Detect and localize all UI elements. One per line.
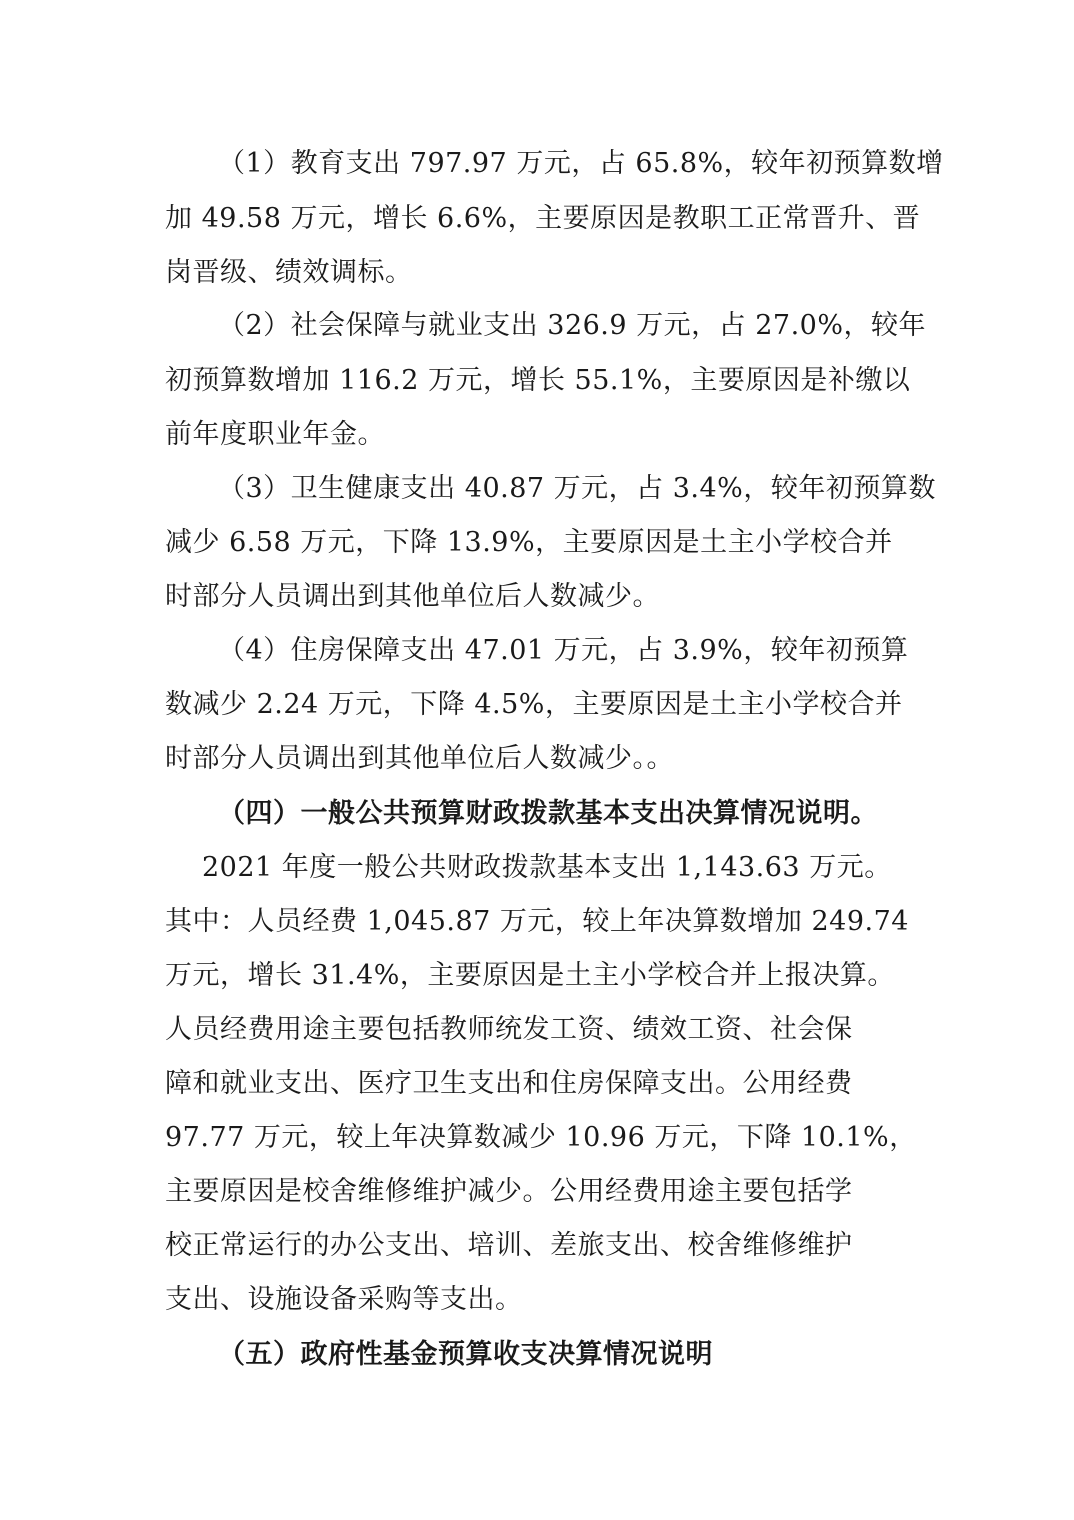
p2-line-1: （2）社会保障与就业支出 326.9 万元，占 27.0%，较年 — [218, 310, 926, 341]
p5-line-7: 主要原因是校舍维修维护减少。公用经费用途主要包括学 — [165, 1176, 853, 1207]
p4-line-2: 数减少 2.24 万元，下降 4.5%，主要原因是土主小学校合并 — [165, 689, 903, 720]
p4-line-1: （4）住房保障支出 47.01 万元，占 3.9%，较年初预算 — [218, 635, 909, 666]
p1-line-1: （1）教育支出 797.97 万元，占 65.8%，较年初预算数增 — [218, 148, 944, 179]
p5-line-9: 支出、设施设备采购等支出。 — [165, 1284, 523, 1315]
section-heading-4: （四）一般公共预算财政拨款基本支出决算情况说明。 — [218, 798, 878, 829]
p2-line-2: 初预算数增加 116.2 万元，增长 55.1%，主要原因是补缴以 — [165, 365, 911, 396]
p5-line-6: 97.77 万元，较上年决算数减少 10.96 万元，下降 10.1%， — [165, 1122, 917, 1153]
p5-line-2: 其中：人员经费 1,045.87 万元，较上年决算数增加 249.74 — [165, 906, 909, 937]
p5-line-4: 人员经费用途主要包括教师统发工资、绩效工资、社会保 — [165, 1014, 853, 1045]
p3-line-2: 减少 6.58 万元，下降 13.9%，主要原因是土主小学校合并 — [165, 527, 893, 558]
p3-line-3: 时部分人员调出到其他单位后人数减少。 — [165, 581, 660, 612]
section-heading-5: （五）政府性基金预算收支决算情况说明 — [218, 1339, 713, 1370]
p5-line-8: 校正常运行的办公支出、培训、差旅支出、校舍维修维护 — [165, 1230, 853, 1261]
p5-line-3: 万元，增长 31.4%，主要原因是土主小学校合并上报决算。 — [165, 960, 895, 991]
p4-line-3: 时部分人员调出到其他单位后人数减少。。 — [165, 743, 674, 774]
p1-line-3: 岗晋级、绩效调标。 — [165, 257, 413, 288]
p5-line-1: 2021 年度一般公共财政拨款基本支出 1,143.63 万元。 — [202, 852, 892, 883]
p3-line-1: （3）卫生健康支出 40.87 万元，占 3.4%，较年初预算数 — [218, 473, 936, 504]
p2-line-3: 前年度职业年金。 — [165, 419, 385, 450]
p1-line-2: 加 49.58 万元，增长 6.6%，主要原因是教职工正常晋升、晋 — [165, 203, 921, 234]
p5-line-5: 障和就业支出、医疗卫生支出和住房保障支出。公用经费 — [165, 1068, 853, 1099]
